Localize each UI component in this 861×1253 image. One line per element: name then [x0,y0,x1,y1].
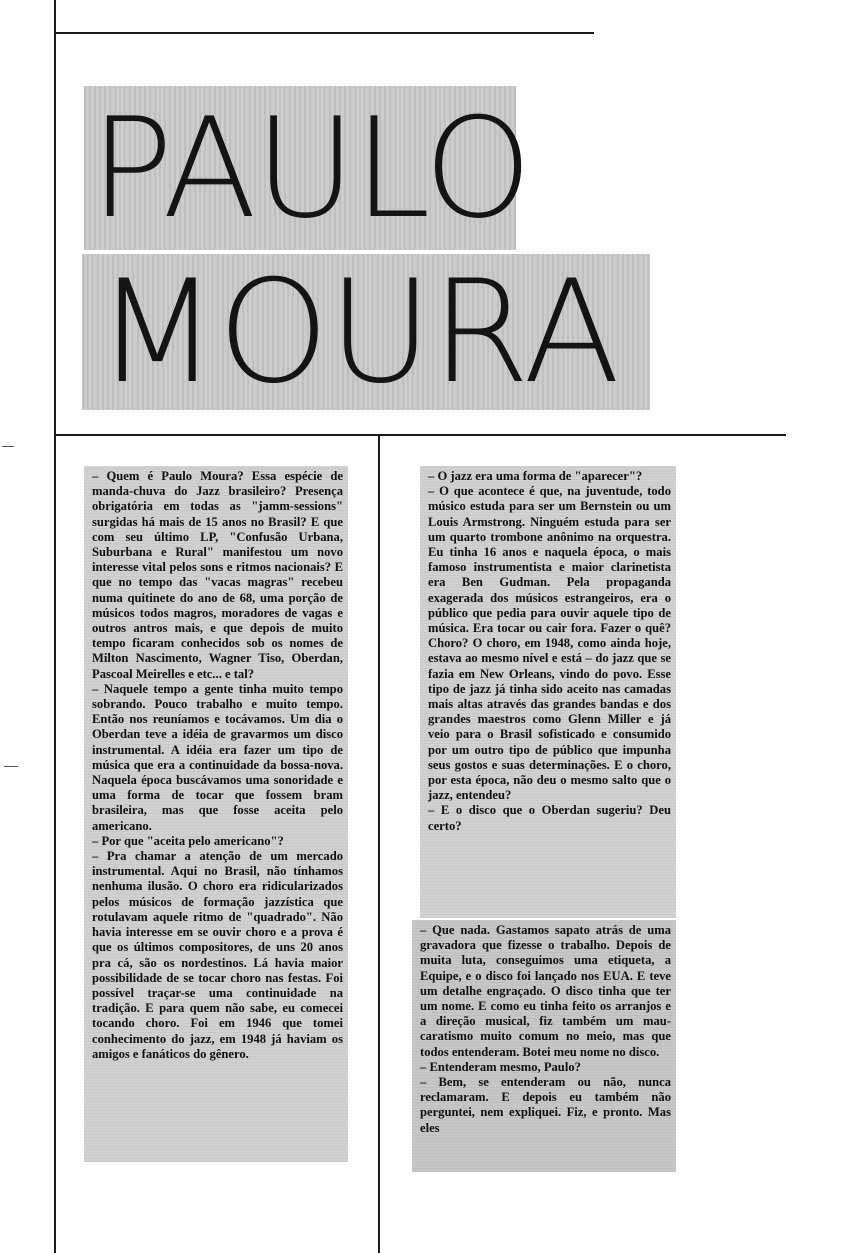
paragraph: – Naquele tempo a gente tinha muito tempo sobrando. Pouco trabalho e muito tempo. Então nos reuníamos e tocávamos. Um dia o Oberdan teve a idéia de gravarmos um disco instrumental. A idéia era fazer um tipo de música que era a continuidade da bossa-nova. Naquela época buscávamos uma sonoridade e uma forma de tocar que fossem bram brasileira, mas que fosse aceita pelo americano. [92,681,343,833]
title-box-line2 [82,249,650,415]
title-line2: MOURA [96,249,620,415]
left-margin-rule [54,0,56,1253]
paragraph: – O que acontece é que, na juventude, todo músico estuda para ser um Bernstein ou um Louis Armstrong. Ninguém estuda para ser um quarto trombone anônimo na orquestra. Eu tinha 16 anos e naquela época, o mais famoso instrumentista e maior clarinetista era Ben Gudman. Pela propaganda exagerada dos músicos estrangeiros, era o público que pedia para ouvir aquele tipo de música. Era tocar ou cair fora. Fazer o quê? Choro? O choro, em 1948, como ainda hoje, estava ao mesmo nível e está – do jazz que se fazia em New Orleans, vindo do povo. Esse tipo de jazz já tinha sido aceito nas camadas mais altas através das grandes bandas e dos grandes maestros como Glenn Miller e já veio para o Brasil sofisticado e consumido por um outro tipo de público que impunha seus gostos e suas determinações. E o choro, por esta época, não deu o mesmo salto que o jazz, entendeu? [428,484,671,803]
title-line1: PAULO [90,87,531,249]
margin-mark [4,766,18,767]
top-rule [56,32,594,34]
article-column-right-top [420,466,676,918]
paragraph: – O jazz era uma forma de "aparecer"? [428,469,643,483]
article-column-left [84,466,348,1162]
paragraph: – Quem é Paulo Moura? Essa espécie de manda-chuva do Jazz brasileiro? Presença obrigatória em todas as "jamm-sessions" surgidas há mais de 15 anos no Brasil? E que com seu último LP, "Confusão Urbana, Suburbana e Rural" manifestou um novo interesse vital pelos sons e ritmos nacionais? E que no tempo das "vacas magras" recebeu numa quitinete do ano de 68, uma porção de músicos todos magros, moradores de vagas e outros antros mais, e que depois de muito tempo ficaram conhecidos sob os nomes de Milton Nascimento, Wagner Tiso, Oberdan, Pascoal Meirelles e etc... e tal? [92,469,343,681]
paragraph: – Por que "aceita pelo americano"? [92,833,284,848]
paragraph: – Que nada. Gastamos sapato atrás de uma gravadora que fizesse o trabalho. Depois de muita luta, conseguimos uma etiqueta, a Equipe, e o disco foi lançado nos EUA. E teve um detalhe engraçado. O disco tinha que ter um nome. E como eu tinha feito os arranjos e a direção musical, fiz também um mau-caratismo muito comum no meio, mas que todos entenderam. Botei meu nome no disco. [420,923,671,1059]
paragraph: – Entenderam mesmo, Paulo? [420,1059,581,1074]
title-box-line1 [84,86,531,250]
header-divider-rule [56,434,786,436]
margin-mark [2,446,14,447]
column-divider-rule [378,436,380,1253]
paragraph: – Pra chamar a atenção de um mercado instrumental. Aqui no Brasil, não tínhamos nenhuma ilusão. O choro era ridicularizados pelos músicos de formação jazzística que rotulavam aquele ritmo de "quadrado". Não havia interesse em se ouvir choro e a prova é que os últimos compositores, de uns 20 anos pra cá, são os nordestinos. Lá havia maior possibilidade de se tocar choro nas festas. Foi possível traçar-se uma continuidade na tradição. E para quem não sabe, eu comecei tocando choro. Foi em 1946 que tomei conhecimento do jazz, em 1948 já haviam os amigos e fanáticos do gênero. [92,849,343,1061]
paragraph: – Bem, se entenderam ou não, nunca reclamaram. E depois eu também não perguntei, nem expliquei. Fiz, e pronto. Mas eles [420,1075,671,1135]
paragraph: – E o disco que o Oberdan sugeriu? Deu certo? [428,803,671,833]
article-column-right-bottom [412,920,676,1172]
